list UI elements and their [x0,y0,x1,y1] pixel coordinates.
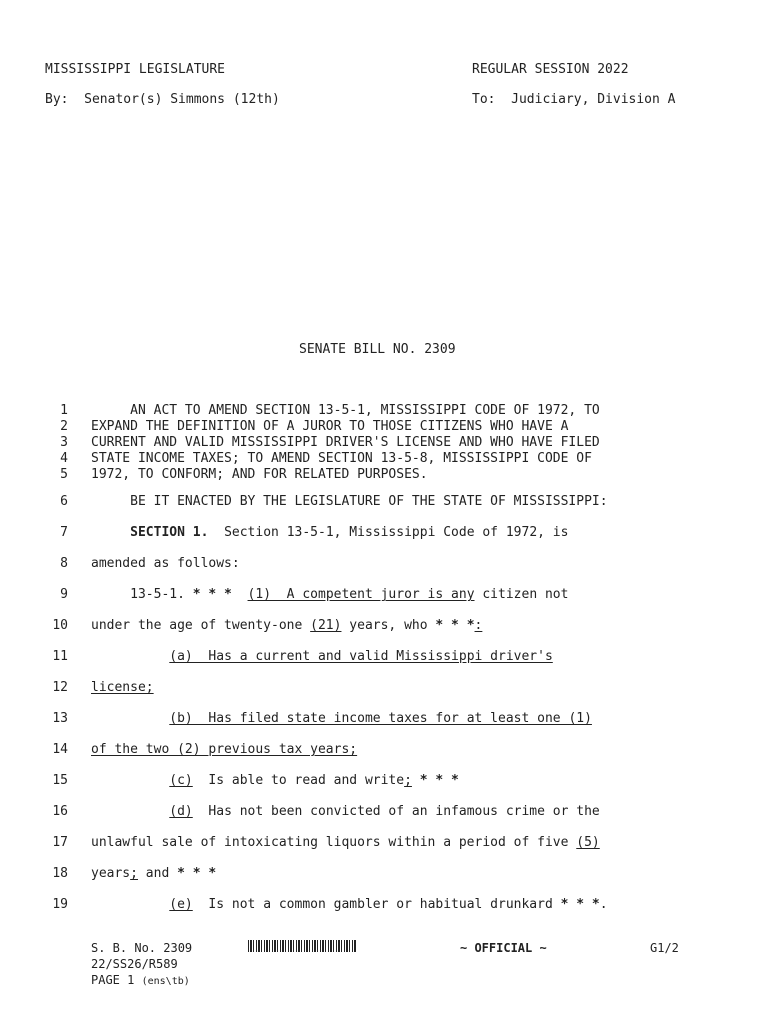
session-name: REGULAR SESSION 2022 [472,62,629,77]
legislature-name: MISSISSIPPI LEGISLATURE [45,62,226,77]
section-heading: SECTION 1. [130,525,209,540]
line-number: 8 [60,556,68,571]
title-line: STATE INCOME TAXES; TO AMEND SECTION 13-5-8, MISSISSIPPI CODE OF [91,451,592,466]
line-number: 9 [60,587,68,602]
inserted-text: ; [130,866,138,881]
deletion-marker: * * * [419,773,459,788]
line-number: 12 [52,680,68,695]
inserted-text: (1) A competent juror is any [247,587,475,602]
draft-code: 22/SS26/R589 [91,957,178,971]
inserted-text: ; [404,773,412,788]
inserted-text: (c) [169,773,193,788]
inserted-text: of the two (2) previous tax years; [91,742,358,757]
deletion-marker: * * * [192,587,232,602]
body-line [91,742,357,758]
line-number: 5 [60,467,68,482]
deletion-marker: * * * [177,866,217,881]
inserted-text: (d) [169,804,193,819]
title-line: AN ACT TO AMEND SECTION 13-5-1, MISSISSIPPI CODE OF 1972, TO [91,403,600,418]
line-number: 2 [60,419,68,434]
line-number: 10 [52,618,68,633]
body-line: (e) Is not a common gambler or habitual drunkard * * *. [169,897,608,912]
body-line [91,680,154,696]
line-number: 13 [52,711,68,726]
inserted-text: (e) [169,897,193,912]
enacting-clause: BE IT ENACTED BY THE LEGISLATURE OF THE STATE OF MISSISSIPPI: [91,494,608,509]
inserted-text: (5) [576,835,600,850]
deletion-marker: * * * [435,618,475,633]
deletion-marker: * * * [560,897,600,912]
line-number: 7 [60,525,68,540]
line-number: 14 [52,742,68,757]
line-number: 19 [52,897,68,912]
bill-title: SENATE BILL NO. 2309 [299,342,456,357]
inserted-text: (a) Has a current and valid Mississippi driver's [169,649,553,664]
inserted-text: (b) Has filed state income taxes for at least one (1) [169,711,592,726]
line-number: 11 [52,649,68,664]
title-line: 1972, TO CONFORM; AND FOR RELATED PURPOSES. [91,467,428,482]
body-line: years; and * * * [91,866,217,881]
body-line: (d) Has not been convicted of an infamous crime or the [169,804,600,819]
inserted-text: (21) [310,618,342,633]
title-line: CURRENT AND VALID MISSISSIPPI DRIVER'S LICENSE AND WHO HAVE FILED [91,435,600,450]
body-line: unlawful sale of intoxicating liquors within a period of five (5) [91,835,600,850]
line-number: 3 [60,435,68,450]
body-line: (c) Is able to read and write; * * * [169,773,459,788]
body-line [91,649,553,665]
page-code: G1/2 [650,941,679,955]
body-line: amended as follows: [91,556,240,571]
line-number: 15 [52,773,68,788]
body-line: 13-5-1. * * * (1) A competent juror is any citizen not [91,587,569,602]
line-number: 6 [60,494,68,509]
body-line [91,711,592,727]
footer-bill-number: S. B. No. 2309 [91,941,193,955]
body-line: SECTION 1. Section 13-5-1, Mississippi Code of 1972, is [130,525,569,540]
official-marker: ~ OFFICIAL ~ [460,941,547,955]
inserted-text: license; [91,680,154,695]
line-number: 18 [52,866,68,881]
barcode-icon [248,940,356,952]
drafter-initials: (ens\tb) [141,976,190,987]
sponsor: By: Senator(s) Simmons (12th) [45,92,280,107]
committee-referral: To: Judiciary, Division A [472,92,676,107]
page-label: PAGE 1 (ens\tb) [91,973,190,987]
line-number: 16 [52,804,68,819]
inserted-text: : [474,618,483,633]
line-number: 17 [52,835,68,850]
title-line: EXPAND THE DEFINITION OF A JUROR TO THOSE CITIZENS WHO HAVE A [91,419,569,434]
line-number: 1 [60,403,68,418]
body-line: under the age of twenty-one (21) years, who * * *: [91,618,483,633]
line-number: 4 [60,451,68,466]
